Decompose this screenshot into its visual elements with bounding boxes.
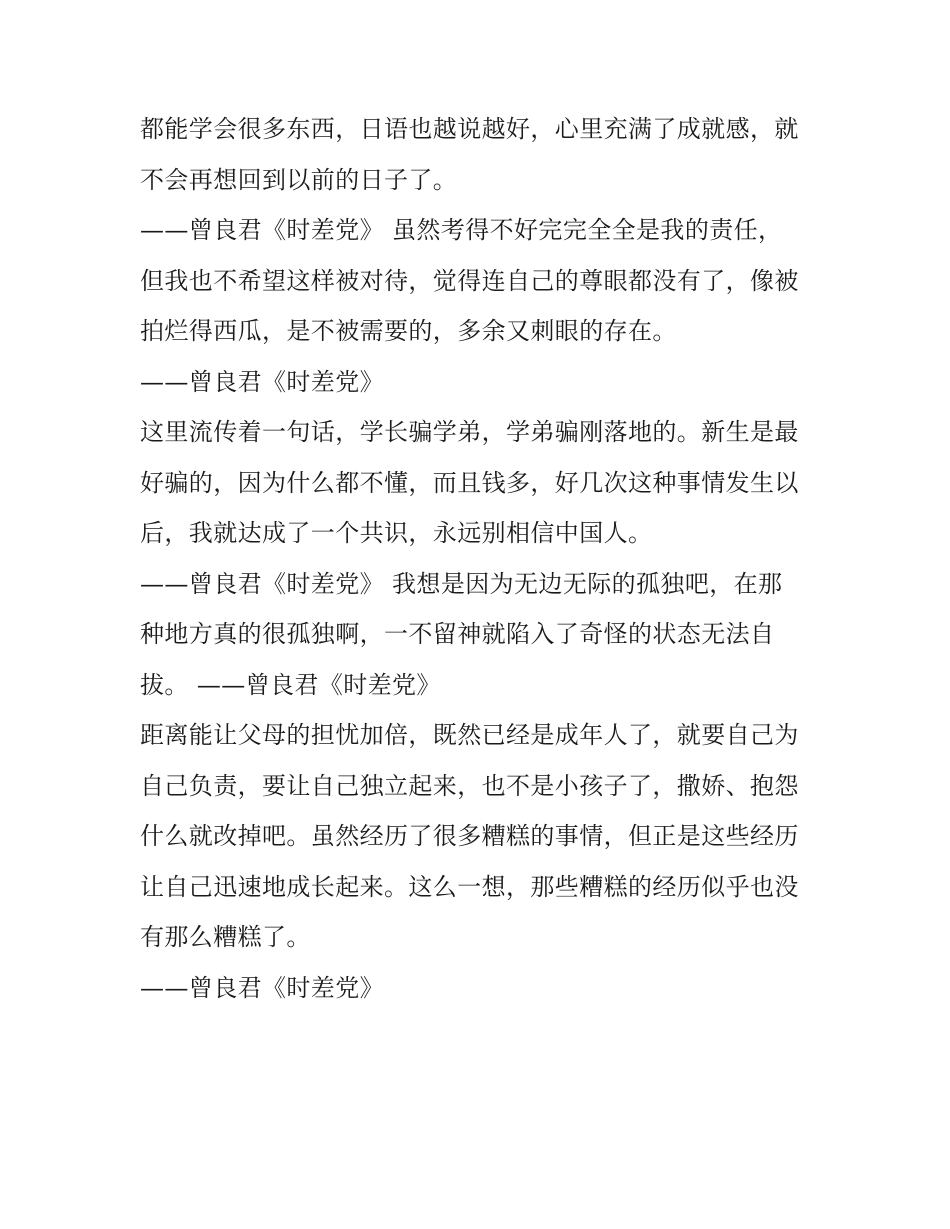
text-line: 但我也不希望这样被对待，觉得连自己的尊眼都没有了，像被 xyxy=(140,266,799,295)
text-line: ——曾良君《时差党》 虽然考得不好完完全全是我的责任， xyxy=(140,216,783,244)
text-line: 拍烂得西瓜，是不被需要的，多余又刺眼的存在。 xyxy=(140,317,677,345)
text-line: 什么就改掉吧。虽然经历了很多糟糕的事情，但正是这些经历 xyxy=(140,822,799,850)
text-line: 让自己迅速地成长起来。这么一想，那些糟糕的经历似乎也没 xyxy=(140,872,799,901)
text-line: ——曾良君《时差党》 xyxy=(140,973,384,1002)
text-line: 这里流传着一句话，学长骗学弟，学弟骗刚落地的。新生是最 xyxy=(140,418,799,446)
text-line: 有那么糟糕了。 xyxy=(140,923,311,951)
text-line: 种地方真的很孤独啊，一不留神就陷入了奇怪的状态无法自 xyxy=(140,620,775,648)
text-line: 自己负责，要让自己独立起来，也不是小孩子了，撒娇、抱怨 xyxy=(140,771,799,800)
text-line: 不会再想回到以前的日子了。 xyxy=(140,165,458,194)
body-text xyxy=(140,104,820,1013)
text-line: 好骗的，因为什么都不懂，而且钱多，好几次这种事情发生以 xyxy=(140,468,799,497)
text-line: 距离能让父母的担忧加倍，既然已经是成年人了，就要自己为 xyxy=(140,721,799,749)
text-line: 拔。 ——曾良君《时差党》 xyxy=(140,670,441,699)
text-line: 后，我就达成了一个共识，永远别相信中国人。 xyxy=(140,519,653,547)
text-line: 都能学会很多东西，日语也越说越好，心里充满了成就感，就 xyxy=(140,115,799,143)
text-line: ——曾良君《时差党》 我想是因为无边无际的孤独吧，在那 xyxy=(140,569,783,598)
text-line: ——曾良君《时差党》 xyxy=(140,367,384,396)
